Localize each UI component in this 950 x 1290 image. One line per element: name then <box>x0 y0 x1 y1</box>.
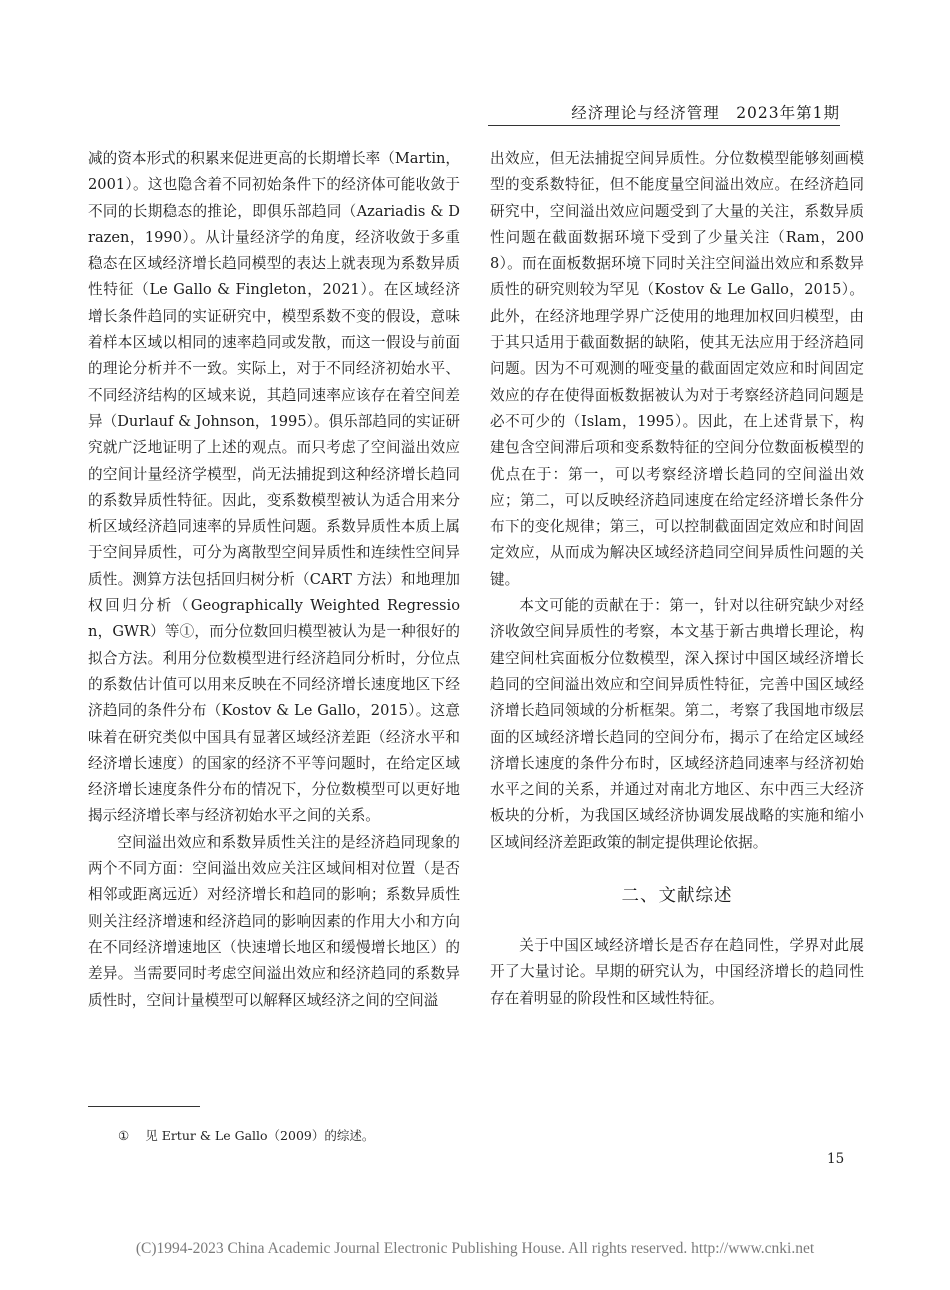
body-paragraph: 出效应，但无法捕捉空间异质性。分位数模型能够刻画模型的变系数特征，但不能度量空间溢出效应。在经济趋同研究中，空间溢出效应问题受到了大量的关注，系数异质性问题在截面数据环境下受到了少量关注（Ram，2008）。而在面板数据环境下同时关注空间溢出效应和系数异质性的研究则较为罕见（Kostov & Le Gallo，2015）。此外，在经济地理学界广泛使用的地理加权回归模型，由于其只适用于截面数据的缺陷，使其无法应用于经济趋同问题。因为不可观测的哑变量的截面固定效应和时间固定效应的存在使得面板数据被认为对于考察经济趋同问题是必不可少的（Islam，1995）。因此，在上述背景下，构建包含空间滞后项和变系数特征的空间分位数面板模型的优点在于：第一，可以考察经济增长趋同的空间溢出效应；第二，可以反映经济趋同速度在给定经济增长条件分布下的变化规律；第三，可以控制截面固定效应和时间固定效应，从而成为解决区域经济趋同空间异质性问题的关键。 <box>490 150 864 588</box>
footnote-text: 见 Ertur & Le Gallo（2009）的综述。 <box>145 1128 375 1143</box>
body-paragraph: 空间溢出效应和系数异质性关注的是经济趋同现象的两个不同方面：空间溢出效应关注区域间相对位置（是否相邻或距离远近）对经济增长和趋同的影响；系数异质性则关注经济增速和经济趋同的影响因素的作用大小和方向在不同经济增速地区（快速增长地区和缓慢增长地区）的差异。当需要同时考虑空间溢出效应和经济趋同的系数异质性时，空间计量模型可以解释区域经济之间的空间溢 <box>88 833 460 1009</box>
right-column <box>490 146 864 1012</box>
copyright-notice: (C)1994-2023 China Academic Journal Electronic Publishing House. All rights reserved. http://www.cnki.net <box>135 1240 815 1257</box>
body-paragraph: 关于中国区域经济增长是否存在趋同性，学界对此展开了大量讨论。早期的研究认为，中国经济增长的趋同性存在着明显的阶段性和区域性特征。 <box>490 937 864 1007</box>
body-paragraph: 减的资本形式的积累来促进更高的长期增长率（Martin，2001）。这也隐含着不同初始条件下的经济体可能收敛于不同的长期稳态的推论，即俱乐部趋同（Azariadis & Drazen，1990）。从计量经济学的角度，经济收敛于多重稳态在区域经济增长趋同模型的表达上就表现为系数异质性特征（Le Gallo & Fingleton，2021）。在区域经济增长条件趋同的实证研究中，模型系数不变的假设，意味着样本区域以相同的速率趋同或发散，而这一假设与前面的理论分析并不一致。实际上，对于不同经济初始水平、不同经济结构的区域来说，其趋同速率应该存在着空间差异（Durlauf & Johnson，1995）。俱乐部趋同的实证研究就广泛地证明了上述的观点。而只考虑了空间溢出效应的空间计量经济学模型，尚无法捕捉到这种经济增长趋同的系数异质性特征。因此，变系数模型被认为适合用来分析区域经济趋同速率的异质性问题。系数异质性本质上属于空间异质性，可分为离散型空间异质性和连续性空间异质性。测算方法包括回归树分析（CART 方法）和地理加权回归分析（Geographically Weighted Regression，GWR）等①，而分位数回归模型被认为是一种很好的拟合方法。利用分位数模型进行经济趋同分析时，分位点的系数估计值可以用来反映在不同经济增长速度地区下经济趋同的条件分布（Kostov & Le Gallo，2015）。这意味着在研究类似中国具有显著区域经济差距（经济水平和经济增长速度）的国家的经济不平等问题时，在给定区域经济增长速度条件分布的情况下，分位数模型可以更好地揭示经济增长率与经济初始水平之间的关系。 <box>88 150 460 825</box>
running-header: 经济理论与经济管理 2023年第1期 <box>571 104 840 122</box>
header-rule <box>488 125 840 126</box>
page-number: 15 <box>827 1151 845 1167</box>
footnote-mark: ① <box>118 1128 130 1143</box>
left-column <box>88 146 460 1014</box>
section-heading: 二、文献综述 <box>621 886 733 907</box>
body-paragraph: 本文可能的贡献在于：第一，针对以往研究缺少对经济收敛空间异质性的考察，本文基于新古典增长理论，构建空间杜宾面板分位数模型，深入探讨中国区域经济增长趋同的空间溢出效应和空间异质性特征，完善中国区域经济增长趋同领域的分析框架。第二，考察了我国地市级层面的区域经济增长趋同的空间分布，揭示了在给定区域经济增长速度的条件分布时，区域经济趋同速率与经济初始水平之间的关系，并通过对南北方地区、东中西三大经济板块的分析，为我国区域经济协调发展战略的实施和缩小区域间经济差距政策的制定提供理论依据。 <box>490 597 864 851</box>
footnote <box>118 1126 374 1144</box>
footnote-rule <box>88 1106 200 1107</box>
